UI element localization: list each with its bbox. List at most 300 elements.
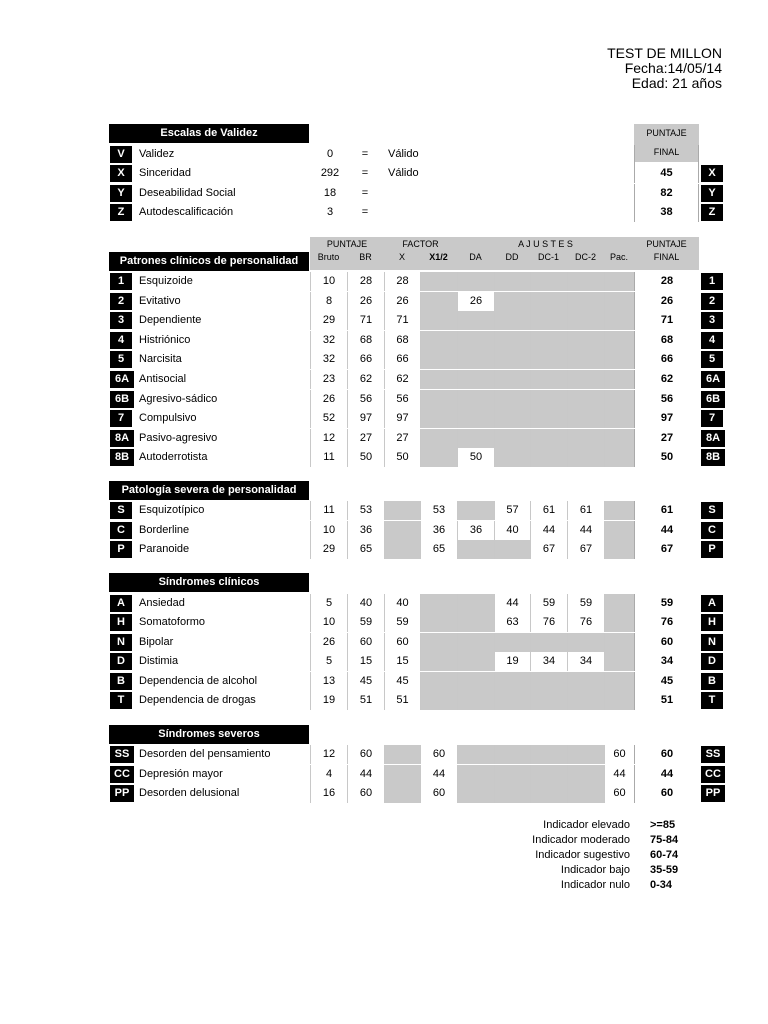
pac-header: Pac. <box>609 252 628 262</box>
cell-br: 60 <box>347 784 384 803</box>
cell-bruto: 12 <box>310 745 347 764</box>
cell-br: 45 <box>347 672 384 691</box>
legend-label: Indicador bajo <box>560 864 630 876</box>
row-tag: CC <box>701 766 725 783</box>
cell-final: 66 <box>634 350 699 369</box>
cell-x12 <box>420 370 457 389</box>
final-subheader: FINAL <box>653 252 680 262</box>
cell-pac <box>604 429 634 448</box>
cell-pac <box>604 409 634 428</box>
validity-status <box>388 203 468 222</box>
row-code: 8B <box>110 449 134 466</box>
validity-raw: 0 <box>326 148 334 160</box>
validity-raw: 18 <box>323 187 337 199</box>
cell-final: 44 <box>634 765 699 784</box>
row-code: 6B <box>110 391 134 408</box>
cell-x: 62 <box>384 370 420 389</box>
cell-br: 97 <box>347 409 384 428</box>
cell-br: 50 <box>347 448 384 467</box>
validity-status <box>388 184 468 203</box>
row-code: 5 <box>110 351 132 368</box>
legend-range: >=85 <box>650 819 676 831</box>
cell-dc2 <box>567 672 604 691</box>
row-code: 2 <box>110 293 132 310</box>
validity-name: Validez <box>139 148 175 160</box>
cell-bruto: 29 <box>310 540 347 559</box>
cell-dc1 <box>530 429 567 448</box>
cell-pac <box>604 521 634 540</box>
validity-status: Válido <box>388 167 419 179</box>
cell-dc2: 61 <box>567 501 604 520</box>
cell-x12: 60 <box>420 745 457 764</box>
cell-br: 60 <box>347 633 384 652</box>
cell-dc2 <box>567 311 604 330</box>
cell-final: 76 <box>634 613 699 632</box>
cell-x <box>384 540 420 559</box>
cell-bruto: 29 <box>310 311 347 330</box>
row-code: A <box>110 595 132 612</box>
cell-x: 26 <box>384 292 420 311</box>
cell-da <box>457 745 494 764</box>
cell-x <box>384 784 420 803</box>
cell-final: 71 <box>634 311 699 330</box>
cell-x: 15 <box>384 652 420 671</box>
cell-bruto: 26 <box>310 390 347 409</box>
report-header <box>607 46 722 91</box>
row-tag: N <box>701 634 723 651</box>
cell-dd: 44 <box>494 594 530 613</box>
cell-dd <box>494 331 530 350</box>
cell-da <box>457 501 494 520</box>
row-code: H <box>110 614 132 631</box>
cell-x12 <box>420 292 457 311</box>
validity-tag: Y <box>701 185 723 202</box>
cell-bruto: 8 <box>310 292 347 311</box>
cell-dc2: 59 <box>567 594 604 613</box>
row-code: 6A <box>110 371 134 388</box>
cell-br: 28 <box>347 272 384 291</box>
cell-x: 51 <box>384 691 420 710</box>
cell-x: 45 <box>384 672 420 691</box>
cell-br: 15 <box>347 652 384 671</box>
cell-br: 44 <box>347 765 384 784</box>
row-name: Distimia <box>139 655 179 668</box>
cell-dc1 <box>530 784 567 803</box>
row-tag: 4 <box>701 332 723 349</box>
dc2-header: DC-2 <box>574 252 596 262</box>
cell-pac: 60 <box>604 784 634 803</box>
validity-final: 82 <box>634 184 699 203</box>
validity-final: 45 <box>634 164 699 183</box>
row-code: 7 <box>110 410 132 427</box>
legend-label: Indicador moderado <box>532 834 630 846</box>
row-code: T <box>110 692 132 709</box>
cell-da <box>457 331 494 350</box>
cell-final: 67 <box>634 540 699 559</box>
cell-dc2 <box>567 429 604 448</box>
cell-dd <box>494 540 530 559</box>
cell-dc1: 34 <box>530 652 567 671</box>
cell-br: 36 <box>347 521 384 540</box>
cell-da <box>457 429 494 448</box>
cell-x <box>384 745 420 764</box>
cell-pac: 60 <box>604 745 634 764</box>
final-header: PUNTAJE <box>646 239 687 249</box>
dd-header: DD <box>505 252 519 262</box>
row-code: S <box>110 502 132 519</box>
row-tag: P <box>701 541 723 558</box>
cell-br: 65 <box>347 540 384 559</box>
cell-final: 27 <box>634 429 699 448</box>
validity-eq: = <box>361 206 369 218</box>
validity-section-title: Escalas de Validez <box>109 124 309 143</box>
cell-x <box>384 521 420 540</box>
cell-br: 59 <box>347 613 384 632</box>
validity-code: Z <box>110 204 132 221</box>
row-code: CC <box>110 766 134 783</box>
cell-bruto: 11 <box>310 448 347 467</box>
cell-x12 <box>420 409 457 428</box>
cell-br: 71 <box>347 311 384 330</box>
cell-dd <box>494 292 530 311</box>
cell-dc1 <box>530 292 567 311</box>
bruto-header: Bruto <box>317 252 340 262</box>
row-tag: PP <box>701 785 725 802</box>
cell-x: 68 <box>384 331 420 350</box>
cell-da <box>457 652 494 671</box>
cell-pac <box>604 292 634 311</box>
cell-da <box>457 390 494 409</box>
row-name: Dependiente <box>139 314 202 327</box>
cell-bruto: 10 <box>310 272 347 291</box>
cell-x: 50 <box>384 448 420 467</box>
row-code: P <box>110 541 132 558</box>
cell-bruto: 32 <box>310 350 347 369</box>
row-tag: 2 <box>701 293 723 310</box>
cell-dd: 57 <box>494 501 530 520</box>
cell-dc2 <box>567 331 604 350</box>
cell-dc2 <box>567 691 604 710</box>
cell-x <box>384 501 420 520</box>
row-name: Dependencia de alcohol <box>139 674 258 687</box>
row-tag: C <box>701 522 723 539</box>
cell-da <box>457 272 494 291</box>
cell-bruto: 4 <box>310 765 347 784</box>
cell-dc2 <box>567 272 604 291</box>
cell-x: 71 <box>384 311 420 330</box>
cell-dc2 <box>567 292 604 311</box>
cell-dc2 <box>567 390 604 409</box>
cell-da: 26 <box>457 292 494 311</box>
row-tag: S <box>701 502 723 519</box>
cell-dd <box>494 633 530 652</box>
cell-dd <box>494 272 530 291</box>
cell-br: 53 <box>347 501 384 520</box>
cell-x12 <box>420 448 457 467</box>
cell-dc2: 67 <box>567 540 604 559</box>
cell-dd <box>494 784 530 803</box>
row-code: B <box>110 673 132 690</box>
cell-da <box>457 594 494 613</box>
row-code: D <box>110 653 132 670</box>
cell-da <box>457 409 494 428</box>
row-name: Antisocial <box>139 373 187 385</box>
cell-dc1 <box>530 448 567 467</box>
cell-da <box>457 613 494 632</box>
cell-dc1 <box>530 272 567 291</box>
cell-pac <box>604 613 634 632</box>
row-code: 8A <box>110 430 134 447</box>
cell-dd <box>494 765 530 784</box>
cell-dd <box>494 409 530 428</box>
row-tag: 6B <box>701 391 725 408</box>
cell-pac <box>604 370 634 389</box>
cell-final: 61 <box>634 501 699 520</box>
validity-final-head-line1: PUNTAJE <box>646 128 687 138</box>
row-tag: 6A <box>701 371 725 388</box>
cell-da <box>457 765 494 784</box>
cell-dc1: 76 <box>530 613 567 632</box>
cell-dc2 <box>567 370 604 389</box>
row-code: N <box>110 634 132 651</box>
cell-x: 60 <box>384 633 420 652</box>
row-tag: 1 <box>701 273 723 290</box>
row-name: Desorden del pensamiento <box>139 748 271 760</box>
cell-br: 51 <box>347 691 384 710</box>
clinical-syndromes-section-title: Síndromes clínicos <box>109 573 309 592</box>
cell-x12: 44 <box>420 765 457 784</box>
cell-dc1 <box>530 745 567 764</box>
cell-dd: 19 <box>494 652 530 671</box>
cell-dc2 <box>567 633 604 652</box>
cell-bruto: 23 <box>310 370 347 389</box>
cell-dc1 <box>530 331 567 350</box>
cell-x: 40 <box>384 594 420 613</box>
report-title: TEST DE MILLON <box>607 45 722 61</box>
cell-final: 60 <box>634 745 699 764</box>
row-name: Desorden delusional <box>139 787 240 800</box>
validity-name: Autodescalificación <box>139 206 234 218</box>
cell-dd <box>494 745 530 764</box>
cell-dc2: 76 <box>567 613 604 632</box>
cell-bruto: 16 <box>310 784 347 803</box>
cell-bruto: 13 <box>310 672 347 691</box>
cell-pac <box>604 633 634 652</box>
cell-x12: 65 <box>420 540 457 559</box>
cell-x12 <box>420 594 457 613</box>
cell-x: 28 <box>384 272 420 291</box>
row-tag: 3 <box>701 312 723 329</box>
row-tag: 7 <box>701 410 723 427</box>
cell-dc1: 59 <box>530 594 567 613</box>
cell-dc1: 67 <box>530 540 567 559</box>
row-name: Ansiedad <box>139 597 185 609</box>
row-name: Borderline <box>139 523 190 536</box>
cell-final: 56 <box>634 390 699 409</box>
cell-x: 27 <box>384 429 420 448</box>
cell-da: 36 <box>457 521 494 540</box>
severe-syndromes-section-title: Síndromes severos <box>109 725 309 744</box>
row-name: Compulsivo <box>139 412 197 425</box>
row-tag: B <box>701 673 723 690</box>
cell-dc1 <box>530 350 567 369</box>
cell-dd <box>494 390 530 409</box>
cell-da <box>457 540 494 559</box>
cell-dc2 <box>567 350 604 369</box>
validity-code: X <box>110 165 132 182</box>
cell-pac <box>604 540 634 559</box>
cell-final: 62 <box>634 370 699 389</box>
legend-label: Indicador elevado <box>543 819 630 831</box>
da-header: DA <box>469 252 482 262</box>
validity-final <box>634 145 699 164</box>
br-header: BR <box>359 252 372 262</box>
row-name: Histriónico <box>139 333 191 346</box>
cell-dc1 <box>530 691 567 710</box>
legend-label: Indicador nulo <box>560 879 630 891</box>
cell-final: 26 <box>634 292 699 311</box>
validity-raw: 292 <box>320 167 340 179</box>
validity-final: 38 <box>634 203 699 222</box>
cell-final: 59 <box>634 594 699 613</box>
legend-range: 35-59 <box>650 864 679 876</box>
cell-br: 40 <box>347 594 384 613</box>
cell-bruto: 5 <box>310 594 347 613</box>
cell-pac <box>604 272 634 291</box>
validity-final-head-line2: FINAL <box>653 147 680 157</box>
cell-br: 62 <box>347 370 384 389</box>
row-code: PP <box>110 785 134 802</box>
x-header: X <box>398 252 405 262</box>
row-tag: 8A <box>701 430 725 447</box>
cell-bruto: 10 <box>310 613 347 632</box>
cell-pac: 44 <box>604 765 634 784</box>
cell-pac <box>604 501 634 520</box>
cell-dc2 <box>567 409 604 428</box>
row-tag: SS <box>701 746 725 763</box>
cell-pac <box>604 448 634 467</box>
validity-status: Válido <box>388 148 419 160</box>
cell-x12: 53 <box>420 501 457 520</box>
cell-da: 50 <box>457 448 494 467</box>
row-name: Evitativo <box>139 294 181 307</box>
cell-final: 60 <box>634 633 699 652</box>
factor-header: FACTOR <box>402 239 439 249</box>
legend-label: Indicador sugestivo <box>535 849 630 861</box>
cell-da <box>457 311 494 330</box>
cell-dd <box>494 429 530 448</box>
cell-x12 <box>420 390 457 409</box>
validity-raw: 3 <box>326 206 334 218</box>
dc1-header: DC-1 <box>537 252 559 262</box>
cell-dd <box>494 691 530 710</box>
cell-dd: 40 <box>494 521 530 540</box>
cell-dc2 <box>567 765 604 784</box>
cell-dc1 <box>530 390 567 409</box>
legend-range: 75-84 <box>650 834 679 846</box>
cell-dc2: 34 <box>567 652 604 671</box>
cell-final: 68 <box>634 331 699 350</box>
cell-dd <box>494 672 530 691</box>
row-name: Somatoformo <box>139 616 206 629</box>
cell-bruto: 19 <box>310 691 347 710</box>
row-tag: 5 <box>701 351 723 368</box>
cell-br: 60 <box>347 745 384 764</box>
cell-dc1 <box>530 765 567 784</box>
cell-x12 <box>420 311 457 330</box>
row-name: Narcisita <box>139 353 182 366</box>
cell-dd <box>494 350 530 369</box>
cell-pac <box>604 331 634 350</box>
row-tag: 8B <box>701 449 725 466</box>
cell-dc1 <box>530 370 567 389</box>
cell-br: 66 <box>347 350 384 369</box>
cell-pac <box>604 350 634 369</box>
cell-dc1 <box>530 672 567 691</box>
cell-dc2: 44 <box>567 521 604 540</box>
cell-bruto: 5 <box>310 652 347 671</box>
cell-final: 97 <box>634 409 699 428</box>
cell-dd: 63 <box>494 613 530 632</box>
cell-bruto: 11 <box>310 501 347 520</box>
validity-code: V <box>110 146 132 163</box>
cell-x12 <box>420 652 457 671</box>
validity-tag: X <box>701 165 723 182</box>
cell-dc2 <box>567 448 604 467</box>
cell-br: 56 <box>347 390 384 409</box>
cell-dd <box>494 311 530 330</box>
row-tag: T <box>701 692 723 709</box>
cell-x: 56 <box>384 390 420 409</box>
cell-dc1 <box>530 311 567 330</box>
row-name: Esquizotípico <box>139 504 205 516</box>
row-tag: H <box>701 614 723 631</box>
cell-x12 <box>420 633 457 652</box>
validity-eq: = <box>361 148 369 160</box>
cell-final: 45 <box>634 672 699 691</box>
row-name: Pasivo-agresivo <box>139 431 218 444</box>
validity-code: Y <box>110 185 132 202</box>
validity-name: Sinceridad <box>139 167 191 179</box>
cell-final: 28 <box>634 272 699 291</box>
cell-da <box>457 691 494 710</box>
cell-pac <box>604 691 634 710</box>
cell-x12 <box>420 429 457 448</box>
cell-bruto: 26 <box>310 633 347 652</box>
cell-x12 <box>420 272 457 291</box>
cell-x12 <box>420 331 457 350</box>
legend-range: 0-34 <box>650 879 673 891</box>
row-name: Esquizoide <box>139 275 193 287</box>
patterns-section-title: Patrones clínicos de personalidad <box>109 252 309 271</box>
cell-pac <box>604 390 634 409</box>
row-code: 1 <box>110 273 132 290</box>
cell-final: 50 <box>634 448 699 467</box>
cell-x <box>384 765 420 784</box>
cell-dc1: 61 <box>530 501 567 520</box>
validity-eq: = <box>361 167 369 179</box>
cell-x12 <box>420 350 457 369</box>
cell-x12: 60 <box>420 784 457 803</box>
cell-final: 34 <box>634 652 699 671</box>
cell-br: 68 <box>347 331 384 350</box>
cell-br: 27 <box>347 429 384 448</box>
cell-dc1 <box>530 409 567 428</box>
cell-pac <box>604 311 634 330</box>
cell-x12: 36 <box>420 521 457 540</box>
cell-da <box>457 633 494 652</box>
cell-da <box>457 784 494 803</box>
